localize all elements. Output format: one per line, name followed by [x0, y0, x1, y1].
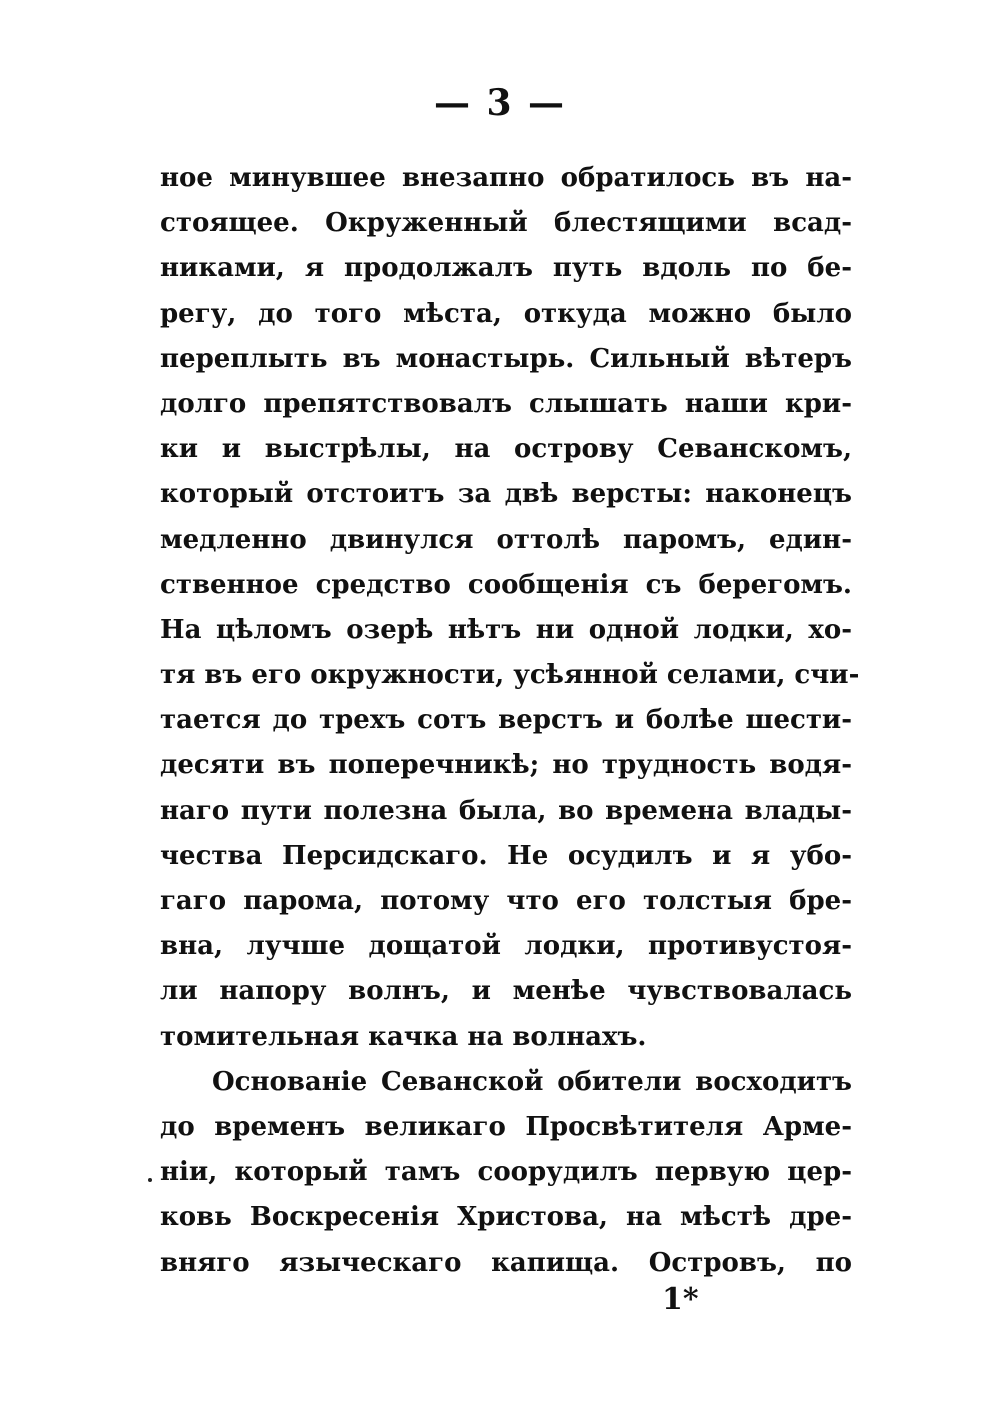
text-line: стоящее. Окруженный блестящими всад- — [160, 208, 852, 239]
text-line: переплыть въ монастырь. Сильный вѣтеръ — [160, 343, 852, 374]
text-line: чества Персидскаго. Не осудилъ и я убо- — [160, 840, 852, 871]
text-line: ственное средство сообщенія съ берегомъ. — [160, 569, 852, 600]
text-line: до временъ великаго Просвѣтителя Арме- — [160, 1111, 852, 1142]
text-line: тя въ его окружности, усѣянной селами, счи- — [160, 660, 860, 691]
text-line: томительная качка на волнахъ. — [160, 1021, 647, 1052]
text-line: На цѣломъ озерѣ нѣтъ ни одной лодки, хо- — [160, 614, 852, 645]
text-line: ніи, который тамъ соорудилъ первую цер- — [160, 1157, 852, 1188]
text-line: десяти въ поперечникѣ; но трудность водя- — [160, 750, 852, 781]
body-text — [160, 156, 860, 1286]
text-line: вна, лучше дощатой лодки, противустоя- — [160, 931, 852, 962]
page-number: — 3 — — [433, 82, 567, 124]
text-line: ки и выстрѣлы, на острову Севанскомъ, — [160, 434, 852, 465]
text-line: никами, я продолжалъ путь вдоль по бе- — [160, 253, 852, 284]
text-line: ли напору волнъ, и менѣе чувствовалась — [160, 976, 852, 1007]
margin-mark — [148, 1178, 152, 1182]
text-line: долго препятствовалъ слышать наши кри- — [160, 388, 852, 419]
text-line: Основаніе Севанской обители восходитъ — [212, 1066, 852, 1097]
signature-mark: 1* — [662, 1282, 699, 1317]
text-line: регу, до того мѣста, откуда можно было — [160, 298, 852, 329]
text-line: вняго языческаго капища. Островъ, по — [160, 1247, 852, 1278]
text-line: наго пути полезна была, во времена влады- — [160, 795, 852, 826]
text-line: тается до трехъ сотъ верстъ и болѣе шести- — [160, 705, 852, 736]
text-line: ное минувшее внезапно обратилось въ на- — [160, 163, 852, 193]
text-line: медленно двинулся оттолѣ паромъ, един- — [160, 524, 852, 555]
text-line: гаго парома, потому что его толстыя бре- — [160, 886, 852, 916]
text-line: ковь Воскресенія Христова, на мѣстѣ дре- — [160, 1202, 852, 1233]
text-line: который отстоитъ за двѣ версты: наконецъ — [160, 479, 852, 510]
